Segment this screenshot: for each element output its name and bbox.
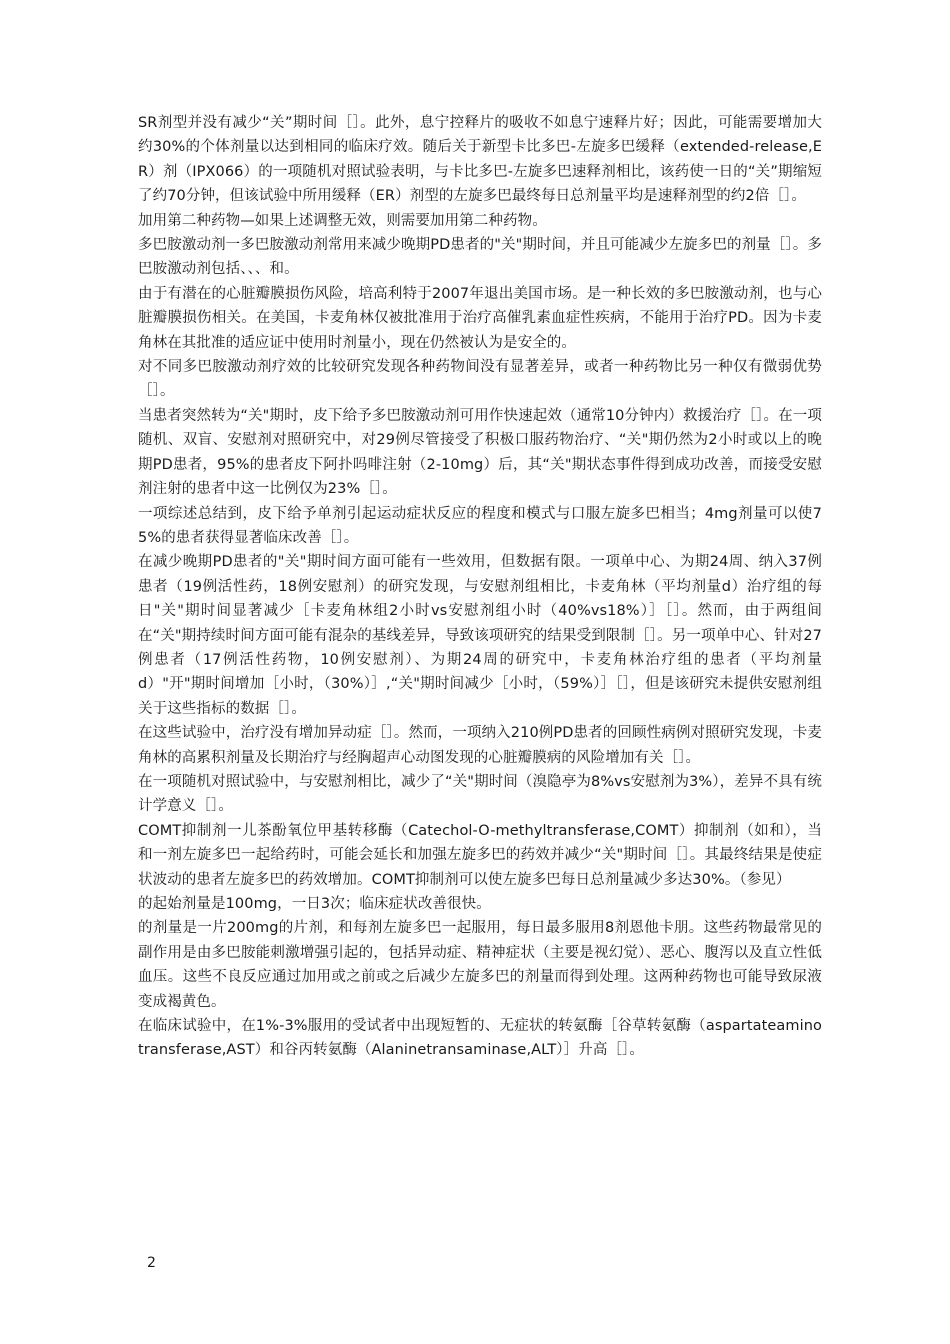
paragraph-agonist-comparison: 对不同多巴胺激动剂疗效的比较研究发现各种药物间没有显著差异，或者一种药物比另一种仅有微弱优势［］。: [138, 359, 822, 400]
paragraph-dopamine-agonists: 多巴胺激动剂一多巴胺激动剂常用来减少晚期PD患者的"关"期时间，并且可能减少左旋多巴的剂量［］。多巴胺激动剂包括、、、和。: [138, 237, 822, 278]
paragraph-transaminase: 在临床试验中，在1%-3%服用的受试者中出现短暂的、无症状的转氨酶［谷草转氨酶（aspartateaminotransferase,AST）和谷丙转氨酶（Alaninetransaminase,ALT）］升高［］。: [138, 1018, 822, 1059]
paragraph-cabergoline-trials: 在减少晚期PD患者的"关"期时间方面可能有一些效用，但数据有限。一项单中心、为期24周、纳入37例患者（19例活性药，18例安慰剂）的研究发现，与安慰剂组相比，卡麦角林（平均剂量d）治疗组的每日"关"期时间显著减少［卡麦角林组2小时vs安慰剂组小时（40%vs18%）］［］。然而，由于两组间在“关"期持续时间方面可能有混杂的基线差异，导致该项研究的结果受到限制［］。另一项单中心、针对27例患者（17例活性药物，10例安慰剂）、为期24周的研究中，卡麦角林治疗组的患者（平均剂量d）"开"期时间增加［小时，（30%）］,“关"期时间减少［小时，（59%）］［］，但是该研究未提供安慰剂组关于这些指标的数据［］。: [138, 554, 822, 717]
paragraph-subcutaneous-rescue: 当患者突然转为“关"期时，皮下给予多巴胺激动剂可用作快速起效（通常10分钟内）救援治疗［］。在一项随机、双盲、安慰剂对照研究中，对29例尽管接受了积极口服药物治疗、“关"期仍然为2小时或以上的晚期PD患者，95%的患者皮下阿扑吗啡注射（2-10mg）后，其“关"期状态事件得到成功改善，而接受安慰剂注射的患者中这一比例仅为23%［］。: [138, 407, 822, 498]
paragraph-sr-formulation: SR剂型并没有减少“关”期时间［］。此外，息宁控释片的吸收不如息宁速释片好；因此，可能需要增加大约30%的个体剂量以达到相同的临床疗效。随后关于新型卡比多巴-左旋多巴缓释（extended-release,ER）剂（IPX066）的一项随机对照试验表明，与卡比多巴-左旋多巴速释剂相比，该药使一日的“关”期缩短了约70分钟，但该试验中所用缓释（ER）剂型的左旋多巴最终每日总剂量平均是速释剂型的约2倍［］。: [138, 115, 822, 205]
body-text: [138, 111, 822, 1063]
paragraph-bromocriptine-rct: 在一项随机对照试验中，与安慰剂相比，减少了“关"期时间（溴隐亭为8%vs安慰剂为3%），差异不具有统计学意义［］。: [138, 773, 822, 815]
paragraph-comt-inhibitors: COMT抑制剂一儿茶酚氧位甲基转移酶（Catechol-O-methyltransferase,COMT）抑制剂（如和），当和一剂左旋多巴一起给药时，可能会延长和加强左旋多巴的药效并减少“关"期时间［］。其最终结果是使症状波动的患者左旋多巴的药效增加。COMT抑制剂可以使左旋多巴每日总剂量减少多达30%。（参见）: [138, 822, 822, 888]
page-number: 2: [147, 1255, 156, 1271]
paragraph-dyskinesia: 在这些试验中，治疗没有增加异动症［］。然而，一项纳入210例PD患者的回顾性病例对照研究发现，卡麦角林的高累积剂量及长期治疗与经胸超声心动图发现的心脏瓣膜病的风险增加有关［］。: [138, 725, 822, 766]
paragraph-entacapone-dose: 的剂量是一片200mg的片剂，和每剂左旋多巴一起服用，每日最多服用8剂恩他卡朋。这些药物最常见的副作用是由多巴胺能刺激增强引起的，包括异动症、精神症状（主要是视幻觉）、恶心、腹泻以及直立性低血压。这些不良反应通过加用或之前或之后减少左旋多巴的剂量而得到处理。这两种药物也可能导致尿液变成褐黄色。: [138, 920, 822, 1010]
paragraph-add-second-drug: 加用第二种药物—如果上述调整无效，则需要加用第二种药物。: [138, 212, 547, 229]
paragraph-valve-risk: 由于有潜在的心脏瓣膜损伤风险，培高利特于2007年退出美国市场。是一种长效的多巴胺激动剂，也与心脏瓣膜损伤相关。在美国，卡麦角林仅被批准用于治疗高催乳素血症性疾病，不能用于治疗PD。因为卡麦角林在其批准的适应证中使用时剂量小，现在仍然被认为是安全的。: [138, 285, 822, 351]
paragraph-starting-dose: 的起始剂量是100mg，一日3次；临床症状改善很快。: [138, 896, 491, 912]
paragraph-review-summary: 一项综述总结到，皮下给予单剂引起运动症状反应的程度和模式与口服左旋多巴相当；4mg剂量可以使75%的患者获得显著临床改善［］。: [138, 505, 822, 546]
